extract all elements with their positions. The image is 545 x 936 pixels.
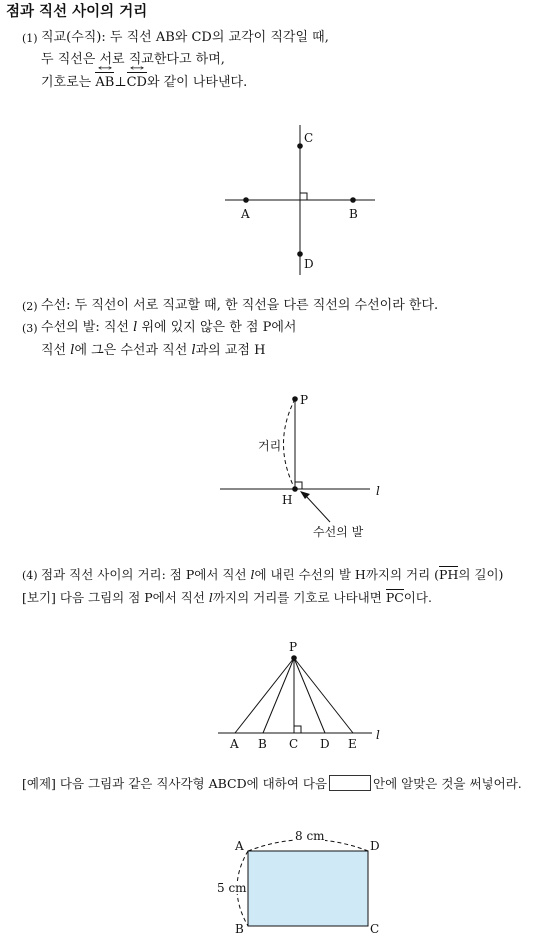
label-d: D <box>370 839 380 853</box>
foot-text-a: 수선의 발: 직선 <box>41 320 129 335</box>
item-number-2: (2) <box>22 300 38 313</box>
perpendicular-definition: 수선: 두 직선이 서로 직교할 때, 한 직선을 다른 직선의 수선이라 한다. <box>41 298 439 313</box>
line-l-symbol: l <box>208 590 213 605</box>
label-b: B <box>258 737 267 751</box>
label-h: H <box>282 493 293 507</box>
orthogonal-definition-line1: 직교(수직): 두 직선 AB와 CD의 교각이 직각일 때, <box>41 30 329 45</box>
label-a: A <box>235 839 244 853</box>
line-cd-symbol: CD ↔ <box>127 75 147 91</box>
orthogonal-definition-line2: 두 직선은 서로 직교한다고 하며, <box>41 52 225 67</box>
page-title: 점과 직선 사이의 거리 <box>6 4 148 20</box>
label-b: B <box>349 207 358 221</box>
label-distance: 거리 <box>258 439 282 453</box>
view-text-b: 까지의 거리를 기호로 나타내면 <box>212 590 382 605</box>
label-c: C <box>289 737 299 751</box>
example-text-a: [예제] 다음 그림과 같은 직사각형 ABCD에 대하여 다음 <box>22 776 328 791</box>
label-p: P <box>289 640 298 654</box>
label-a: A <box>230 737 239 751</box>
label-l: l <box>376 484 380 498</box>
notation-suffix: 와 같이 나타낸다. <box>146 75 248 90</box>
segment-pc-symbol: PC <box>385 590 404 605</box>
width-label: 8 cm <box>295 829 325 843</box>
line-l-symbol: l <box>250 567 255 582</box>
label-c: C <box>304 131 314 145</box>
item-number-4: (4) <box>22 569 38 582</box>
view-text-a: [보기] 다음 그림의 점 P에서 직선 <box>22 590 205 605</box>
foot-text-c: 직선 <box>41 343 67 358</box>
label-a: A <box>241 207 250 221</box>
example-text-b: 안에 알맞은 것을 써넣어라. <box>373 776 522 791</box>
line-l-symbol: l <box>70 343 75 358</box>
distance-text-b: 에 내린 수선의 발 H까지의 거리 ( <box>254 567 440 582</box>
foot-text-b: 위에 있지 않은 한 점 P에서 <box>141 320 297 335</box>
view-text-c: 이다. <box>403 590 432 605</box>
notation-prefix: 기호로는 <box>41 75 92 90</box>
label-d: D <box>320 737 330 751</box>
label-p: P <box>300 393 309 407</box>
height-label: 5 cm <box>217 881 247 895</box>
label-b: B <box>235 922 244 936</box>
line-l-symbol: l <box>133 320 138 335</box>
label-c: C <box>370 922 380 936</box>
distance-text-c: 의 길이) <box>458 567 504 582</box>
perp-symbol: ⊥ <box>114 75 127 90</box>
label-l: l <box>376 728 380 742</box>
label-e: E <box>348 737 357 751</box>
foot-text-e: 과의 교점 H <box>195 343 266 358</box>
line-ab-symbol: AB ↔ <box>95 75 114 91</box>
foot-text-d: 에 그은 수선과 직선 <box>74 343 188 358</box>
item-number-1: (1) <box>22 32 38 45</box>
segment-ph-symbol: PH <box>439 567 459 582</box>
item-number-3: (3) <box>22 322 38 335</box>
distance-text-a: 점과 직선 사이의 거리: 점 P에서 직선 <box>41 567 247 582</box>
label-foot: 수선의 발 <box>313 525 364 539</box>
rectangle-abcd <box>248 851 368 926</box>
line-l-symbol: l <box>191 343 196 358</box>
label-d: D <box>304 257 314 271</box>
